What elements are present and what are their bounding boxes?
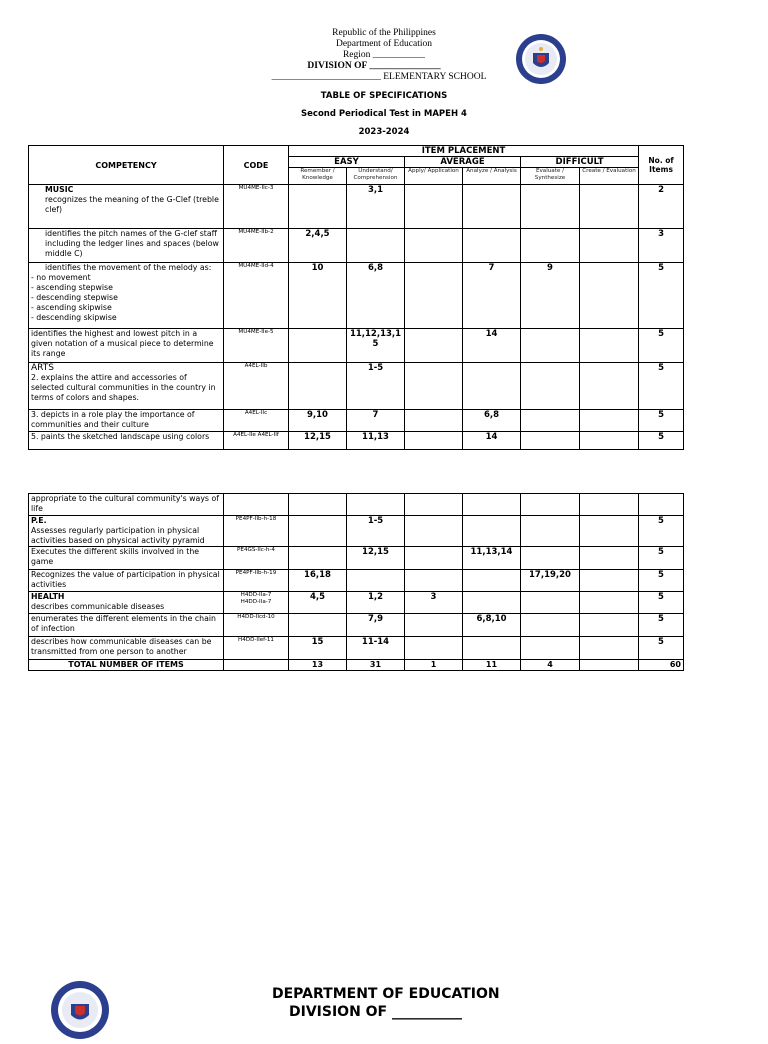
competency-text: - descending skipwise	[31, 313, 117, 322]
apply-cell	[405, 614, 463, 637]
apply-cell	[405, 516, 463, 547]
header-create: Create / Evaluation	[580, 168, 639, 185]
remember-cell	[289, 329, 347, 363]
code-text: PE4PF-IIb-h-18	[235, 516, 277, 522]
header-difficult: DIFFICULT	[521, 157, 639, 168]
specification-table-2	[28, 493, 684, 671]
competency-text: - no movement	[31, 273, 91, 282]
code-text: A4EL-IIe A4EL-IIf	[233, 432, 279, 438]
header-competency: COMPETENCY	[29, 146, 224, 185]
understand-cell: 1,2	[347, 592, 405, 614]
remember-cell: 9,10	[289, 410, 347, 432]
evaluate-cell	[521, 614, 580, 637]
analyze-cell: 6,8	[463, 410, 521, 432]
remember-cell: 16,18	[289, 570, 347, 592]
code-cell	[224, 547, 289, 570]
evaluate-cell	[521, 410, 580, 432]
code-text: PE4PF-IIb-h-19	[235, 570, 277, 576]
no-items-cell	[639, 494, 684, 516]
analyze-cell: 6,8,10	[463, 614, 521, 637]
analyze-cell	[463, 592, 521, 614]
code-text: MU4ME-IIc-3	[238, 185, 274, 191]
remember-cell	[289, 614, 347, 637]
header-no-items: No. of Items	[639, 146, 684, 185]
code-text: A4EL-IIc	[244, 410, 268, 416]
create-cell	[580, 614, 639, 637]
header-country: Republic of the Philippines	[332, 28, 436, 38]
analyze-cell	[463, 229, 521, 263]
total-label: TOTAL NUMBER OF ITEMS	[29, 660, 224, 671]
code-cell	[224, 516, 289, 547]
total-remember: 13	[289, 660, 347, 671]
code-cell	[224, 263, 289, 329]
footer-division: DIVISION OF __________	[289, 1004, 462, 1020]
remember-cell: 15	[289, 637, 347, 660]
competency-cell	[29, 229, 224, 263]
competency-text: 2. explains the attire and accessories of selected cultural communities in the country in terms of colors and shapes.	[31, 373, 216, 402]
understand-cell: 12,15	[347, 547, 405, 570]
understand-cell: 11-14	[347, 637, 405, 660]
no-items-cell: 5	[639, 637, 684, 660]
apply-cell	[405, 410, 463, 432]
table-row	[29, 432, 684, 450]
competency-cell	[29, 329, 224, 363]
competency-text: Recognizes the value of participation in physical activities	[31, 570, 220, 589]
create-cell	[580, 363, 639, 410]
total-apply: 1	[405, 660, 463, 671]
apply-cell	[405, 185, 463, 229]
no-items-cell: 5	[639, 592, 684, 614]
evaluate-cell	[521, 592, 580, 614]
apply-cell	[405, 570, 463, 592]
evaluate-cell	[521, 547, 580, 570]
understand-cell	[347, 570, 405, 592]
table-row	[29, 614, 684, 637]
evaluate-cell	[521, 516, 580, 547]
code-cell	[224, 410, 289, 432]
understand-cell: 11,12,13,1 5	[347, 329, 405, 363]
remember-cell	[289, 185, 347, 229]
remember-cell	[289, 547, 347, 570]
apply-cell	[405, 229, 463, 263]
apply-cell	[405, 494, 463, 516]
evaluate-cell	[521, 329, 580, 363]
code-text: H4DD-IIcd-10	[237, 614, 275, 620]
header-item-placement: ITEM PLACEMENT	[289, 146, 639, 157]
create-cell	[580, 637, 639, 660]
header-department: Department of Education	[335, 39, 433, 49]
remember-cell: 4,5	[289, 592, 347, 614]
analyze-cell	[463, 494, 521, 516]
competency-cell	[29, 516, 224, 547]
analyze-cell	[463, 185, 521, 229]
document-header	[0, 28, 768, 83]
analyze-cell	[463, 363, 521, 410]
section-heading: MUSIC	[45, 185, 74, 194]
no-items-cell: 5	[639, 263, 684, 329]
remember-cell: 12,15	[289, 432, 347, 450]
understand-cell: 1-5	[347, 363, 405, 410]
competency-text: - descending stepwise	[31, 293, 118, 302]
competency-cell	[29, 637, 224, 660]
competency-cell	[29, 494, 224, 516]
competency-cell	[29, 614, 224, 637]
code-text: MU4ME-IIe-5	[238, 329, 274, 335]
competency-text: recognizes the meaning of the G-Clef (treble clef)	[45, 195, 219, 214]
no-items-cell: 5	[639, 516, 684, 547]
header-region: Region ___________	[342, 50, 426, 60]
evaluate-cell	[521, 637, 580, 660]
doc-title: TABLE OF SPECIFICATIONS	[320, 91, 448, 101]
apply-cell	[405, 432, 463, 450]
code-cell	[224, 570, 289, 592]
apply-cell	[405, 547, 463, 570]
competency-text: identifies the movement of the melody as:	[45, 263, 212, 272]
evaluate-cell	[521, 494, 580, 516]
competency-text: Executes the different skills involved in the game	[31, 547, 200, 566]
header-easy: EASY	[289, 157, 405, 168]
total-items: 60	[639, 660, 684, 671]
code-cell	[224, 229, 289, 263]
section-heading: ARTS	[31, 363, 54, 373]
table-row	[29, 592, 684, 614]
competency-cell	[29, 432, 224, 450]
create-cell	[580, 592, 639, 614]
total-code-cell	[224, 660, 289, 671]
table-row	[29, 263, 684, 329]
evaluate-cell: 17,19,20	[521, 570, 580, 592]
competency-text: appropriate to the cultural community's ways of life	[31, 494, 219, 513]
evaluate-cell	[521, 363, 580, 410]
code-text: A4EL-IIb	[244, 363, 268, 369]
evaluate-cell	[521, 229, 580, 263]
total-evaluate: 4	[521, 660, 580, 671]
total-understand: 31	[347, 660, 405, 671]
create-cell	[580, 432, 639, 450]
code-cell	[224, 432, 289, 450]
table-row	[29, 637, 684, 660]
understand-cell: 3,1	[347, 185, 405, 229]
analyze-cell	[463, 637, 521, 660]
header-remember: Remember / Knowledge	[289, 168, 347, 185]
understand-cell: 6,8	[347, 263, 405, 329]
table-row	[29, 363, 684, 410]
create-cell	[580, 516, 639, 547]
table-row	[29, 229, 684, 263]
code-cell	[224, 637, 289, 660]
code-cell	[224, 614, 289, 637]
competency-text: enumerates the different elements in the chain of infection	[31, 614, 216, 633]
code-cell	[224, 329, 289, 363]
competency-cell	[29, 547, 224, 570]
create-cell	[580, 329, 639, 363]
code-cell	[224, 592, 289, 614]
code-text: MU4ME-IIb-2	[238, 229, 274, 235]
code-text: H4DD-IIa-7	[240, 599, 272, 605]
competency-cell	[29, 410, 224, 432]
competency-text: identifies the highest and lowest pitch in a given notation of a musical piece to determine its range	[31, 329, 214, 358]
header-school: _______________________ ELEMENTARY SCHOOL	[271, 72, 487, 82]
understand-cell: 1-5	[347, 516, 405, 547]
no-items-cell: 5	[639, 614, 684, 637]
create-cell	[580, 229, 639, 263]
header-evaluate: Evaluate / Synthesize	[521, 168, 580, 185]
table-row	[29, 570, 684, 592]
no-items-cell: 5	[639, 410, 684, 432]
table-row	[29, 185, 684, 229]
specification-table-1	[28, 145, 684, 450]
deped-seal-bottom-icon	[50, 980, 110, 1040]
competency-cell	[29, 363, 224, 410]
competency-text: - ascending skipwise	[31, 303, 112, 312]
no-items-cell: 5	[639, 329, 684, 363]
competency-text: 3. depicts in a role play the importance of communities and their culture	[31, 410, 195, 429]
create-cell	[580, 410, 639, 432]
code-cell	[224, 363, 289, 410]
analyze-cell: 14	[463, 329, 521, 363]
evaluate-cell: 9	[521, 263, 580, 329]
apply-cell	[405, 363, 463, 410]
analyze-cell: 7	[463, 263, 521, 329]
header-understand: Understand/ Comprehension	[347, 168, 405, 185]
total-row	[29, 660, 684, 671]
understand-cell: 7	[347, 410, 405, 432]
code-text: MU4ME-IId-4	[238, 263, 274, 269]
competency-text: describes communicable diseases	[31, 602, 165, 611]
table-row	[29, 494, 684, 516]
no-items-cell: 2	[639, 185, 684, 229]
header-analyze: Analyze / Analysis	[463, 168, 521, 185]
no-items-cell: 5	[639, 570, 684, 592]
understand-cell	[347, 494, 405, 516]
create-cell	[580, 263, 639, 329]
competency-cell	[29, 570, 224, 592]
no-items-cell: 5	[639, 432, 684, 450]
doc-subtitle: Second Periodical Test in MAPEH 4	[301, 109, 467, 119]
code-cell	[224, 185, 289, 229]
header-apply: Apply/ Application	[405, 168, 463, 185]
create-cell	[580, 185, 639, 229]
create-cell	[580, 547, 639, 570]
create-cell	[580, 494, 639, 516]
competency-text: describes how communicable diseases can be transmitted from one person to another	[31, 637, 212, 656]
total-create	[580, 660, 639, 671]
doc-school-year: 2023-2024	[358, 127, 410, 137]
understand-cell	[347, 229, 405, 263]
footer-department: DEPARTMENT OF EDUCATION	[272, 986, 500, 1002]
section-heading: P.E.	[31, 516, 47, 525]
section-heading: HEALTH	[31, 592, 65, 601]
competency-text: - ascending stepwise	[31, 283, 113, 292]
code-cell	[224, 494, 289, 516]
table-row	[29, 516, 684, 547]
table-row	[29, 547, 684, 570]
total-analyze: 11	[463, 660, 521, 671]
evaluate-cell	[521, 185, 580, 229]
remember-cell: 10	[289, 263, 347, 329]
code-text: H4DD-IIef-11	[238, 637, 274, 643]
analyze-cell	[463, 516, 521, 547]
competency-text: Assesses regularly participation in physical activities based on physical activity pyramid	[31, 526, 205, 545]
remember-cell	[289, 516, 347, 547]
header-code: CODE	[224, 146, 289, 185]
apply-cell: 3	[405, 592, 463, 614]
competency-text: identifies the pitch names of the G-clef staff including the ledger lines and spaces (below middle C)	[45, 229, 219, 258]
create-cell	[580, 570, 639, 592]
table-row	[29, 410, 684, 432]
no-items-cell: 5	[639, 363, 684, 410]
no-items-cell: 5	[639, 547, 684, 570]
understand-cell: 7,9	[347, 614, 405, 637]
no-items-cell: 3	[639, 229, 684, 263]
competency-cell	[29, 592, 224, 614]
competency-cell	[29, 263, 224, 329]
analyze-cell	[463, 570, 521, 592]
header-average: AVERAGE	[405, 157, 521, 168]
understand-cell: 11,13	[347, 432, 405, 450]
competency-text: 5. paints the sketched landscape using colors	[31, 432, 210, 441]
competency-cell	[29, 185, 224, 229]
code-text: H4DD-IIa-7	[240, 592, 272, 598]
remember-cell: 2,4,5	[289, 229, 347, 263]
analyze-cell: 14	[463, 432, 521, 450]
header-division: DIVISION OF _______________	[307, 61, 441, 71]
analyze-cell: 11,13,14	[463, 547, 521, 570]
code-text: PE4GS-IIc-h-4	[237, 547, 275, 553]
evaluate-cell	[521, 432, 580, 450]
apply-cell	[405, 329, 463, 363]
remember-cell	[289, 363, 347, 410]
apply-cell	[405, 263, 463, 329]
apply-cell	[405, 637, 463, 660]
remember-cell	[289, 494, 347, 516]
table-row	[29, 329, 684, 363]
